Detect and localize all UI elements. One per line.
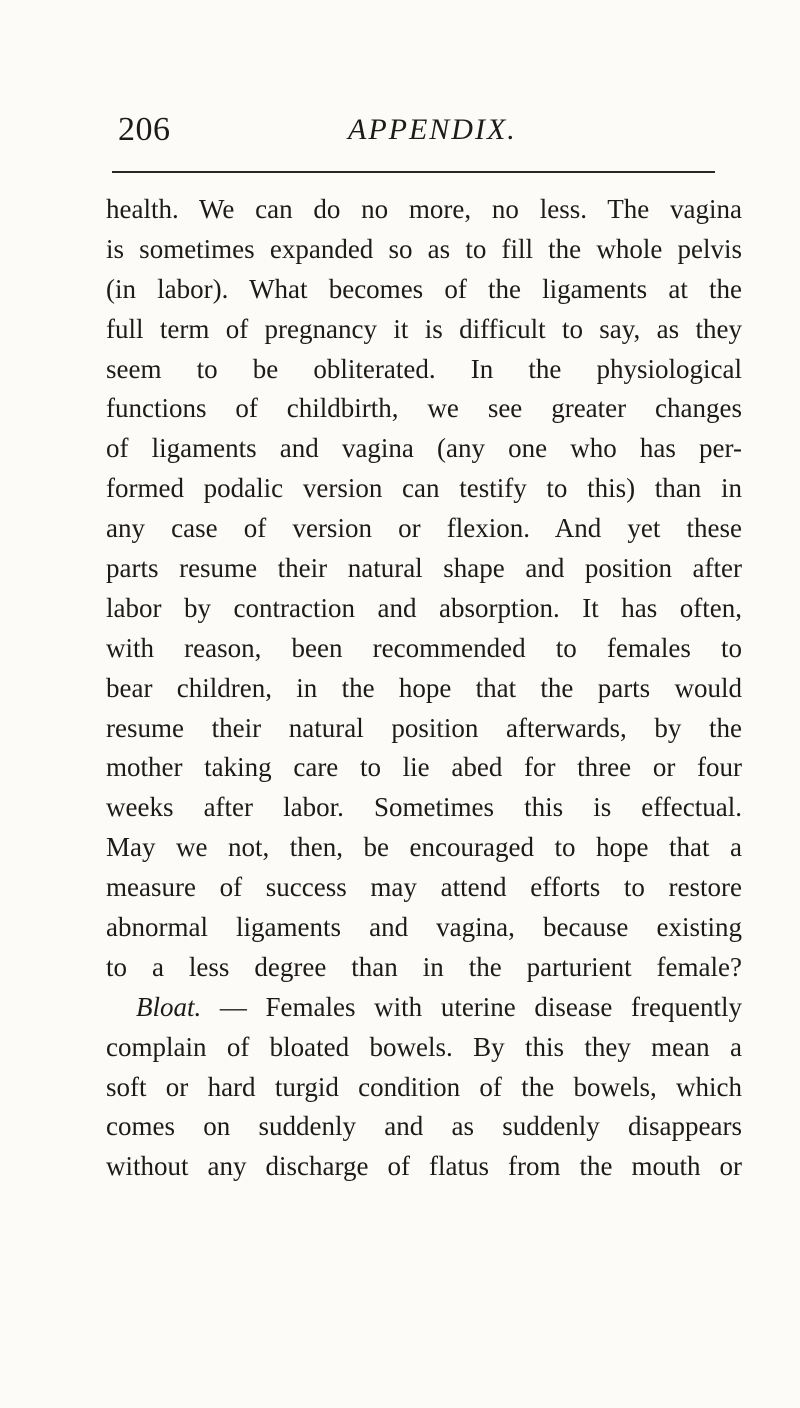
text-line: (in labor). What becomes of the ligaments at the xyxy=(106,273,742,304)
running-head xyxy=(118,110,718,150)
text-line: full term of pregnancy it is difficult to say, as they xyxy=(106,313,742,344)
bloat-heading: Bloat. xyxy=(136,991,202,1022)
text-line: comes on suddenly and as suddenly disappears xyxy=(106,1111,742,1142)
text-line: labor by contraction and absorption. It has often, xyxy=(106,592,742,623)
text-line: weeks after labor. Sometimes this is effectual. xyxy=(106,792,742,823)
bloat-paragraph-first-line xyxy=(106,988,742,1028)
text-line: parts resume their natural shape and position after xyxy=(106,553,742,584)
text-line: functions of childbirth, we see greater changes xyxy=(106,393,742,424)
text-line: May we not, then, be encouraged to hope that a xyxy=(106,832,742,863)
text-line: complain of bloated bowels. By this they mean a xyxy=(106,1031,742,1062)
text-line: to a less degree than in the parturient female? xyxy=(106,951,742,982)
text-line: bear children, in the hope that the parts would xyxy=(106,672,742,703)
text-line: resume their natural position afterwards, by the xyxy=(106,712,742,743)
bloat-first-line-text: — Females with uterine disease frequently xyxy=(201,991,742,1022)
text-line: seem to be obliterated. In the physiological xyxy=(106,353,742,384)
header-rule xyxy=(112,171,715,173)
text-line: health. We can do no more, no less. The vagina xyxy=(106,194,742,224)
page-number: 206 xyxy=(118,111,171,148)
text-line: with reason, been recommended to females to xyxy=(106,632,742,663)
text-line: is sometimes expanded so as to fill the whole pelvis xyxy=(106,233,742,264)
running-title: APPENDIX. xyxy=(348,113,517,146)
text-line: any case of version or flexion. And yet these xyxy=(106,513,742,544)
text-line: formed podalic version can testify to this) than in xyxy=(106,473,742,504)
text-line: measure of success may attend efforts to restore xyxy=(106,872,742,903)
text-line: abnormal ligaments and vagina, because existing xyxy=(106,912,742,943)
text-line: without any discharge of flatus from the mouth or xyxy=(106,1151,742,1182)
text-line: mother taking care to lie abed for three or four xyxy=(106,752,742,783)
text-line: of ligaments and vagina (any one who has per- xyxy=(106,433,742,464)
body-text xyxy=(106,190,742,1187)
text-line: soft or hard turgid condition of the bowels, which xyxy=(106,1071,742,1102)
